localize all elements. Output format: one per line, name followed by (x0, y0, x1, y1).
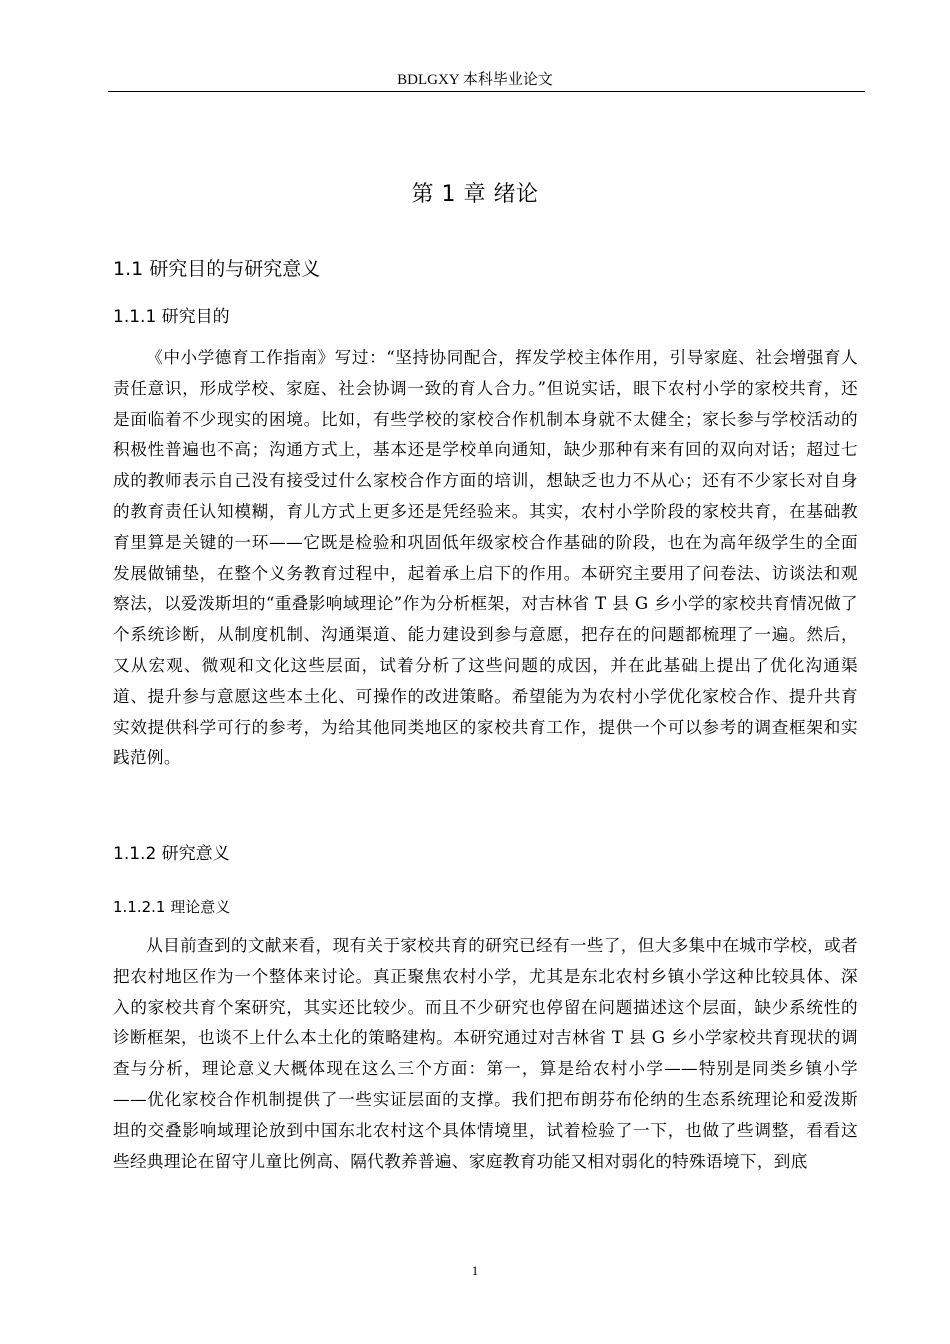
section-heading-1-1: 1.1 研究目的与研究意义 (113, 258, 321, 280)
header-rule (108, 91, 865, 92)
section-heading-1-1-2: 1.1.2 研究意义 (113, 844, 230, 864)
paragraph-research-purpose: 《中小学德育工作指南》写过：“坚持协同配合，挥发学校主体作用，引导家庭、社会增强育人责任意识，形成学校、家庭、社会协调一致的育人合力。”但说实话，眼下农村小学的家校共育，还是面临着不少现实的困境。比如，有些学校的家校合作机制本身就不太健全；家长参与学校活动的积极性普遍也不高；沟通方式上，基本还是学校单向通知，缺少那种有来有回的双向对话；超过七成的教师表示自己没有接受过什么家校合作方面的培训，想缺乏也力不从心；还有不少家长对自身的教育责任认知模糊，育儿方式上更多还是凭经验来。其实，农村小学阶段的家校共育，在基础教育里算是关键的一环——它既是检验和巩固低年级家校合作基础的阶段，也在为高年级学生的全面发展做铺垫，在整个义务教育过程中，起着承上启下的作用。本研究主要用了问卷法、访谈法和观察法，以爱泼斯坦的“重叠影响域理论”作为分析框架，对吉林省 T 县 G 乡小学的家校共育情况做了个系统诊断，从制度机制、沟通渠道、能力建设到参与意愿，把存在的问题都梳理了一遍。然后，又从宏观、微观和文化这些层面，试着分析了这些问题的成因，并在此基础上提出了优化沟通渠道、提升参与意愿这些本土化、可操作的改进策略。希望能为为农村小学优化家校合作、提升共育实效提供科学可行的参考，为给其他同类地区的家校共育工作，提供一个可以参考的调查框架和实践范例。 (113, 348, 858, 768)
chapter-title: 第 1 章 绪论 (411, 182, 539, 207)
paragraph-theoretical-significance: 从目前查到的文献来看，现有关于家校共育的研究已经有一些了，但大多集中在城市学校，或者把农村地区作为一个整体来讨论。真正聚焦农村小学，尤其是东北农村乡镇小学这种比较具体、深入的家校共育个案研究，其实还比较少。而且不少研究也停留在问题描述这个层面，缺少系统性的诊断框架，也谈不上什么本土化的策略建构。本研究通过对吉林省 T 县 G 乡小学家校共育现状的调查与分析，理论意义大概体现在这么三个方面：第一，算是给农村小学——特别是同类乡镇小学——优化家校合作机制提供了一些实证层面的支撑。我们把布朗芬布伦纳的生态系统理论和爱泼斯坦的交叠影响域理论放到中国东北农村这个具体情境里，试着检验了一下，也做了些调整，看看这些经典理论在留守儿童比例高、隔代教养普遍、家庭教育功能又相对弱化的特殊语境下，到底 (113, 936, 858, 1171)
section-heading-1-1-1: 1.1.1 研究目的 (113, 307, 230, 327)
running-header: BDLGXY 本科毕业论文 (397, 72, 553, 88)
page-number: 1 (471, 1263, 479, 1278)
section-heading-1-1-2-1: 1.1.2.1 理论意义 (113, 898, 231, 916)
